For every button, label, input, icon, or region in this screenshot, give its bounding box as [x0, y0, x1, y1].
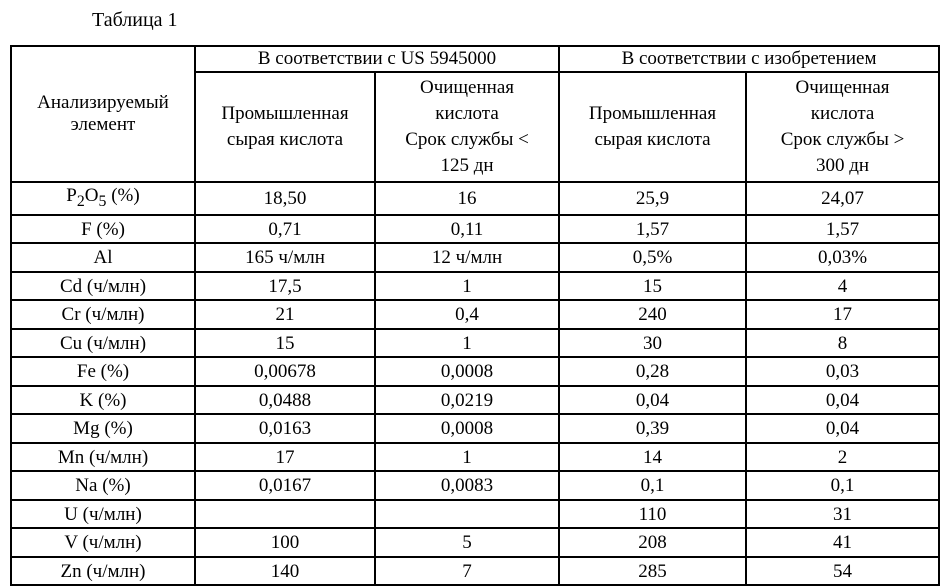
- analysis-table: [10, 45, 940, 586]
- value-cell: 0,0219: [375, 386, 559, 415]
- value-cell: 5: [375, 528, 559, 557]
- value-cell: [195, 500, 375, 529]
- p2o5-sub2: 5: [98, 192, 107, 210]
- table-row: [11, 557, 939, 586]
- value-cell: 0,39: [559, 414, 746, 443]
- header-row-groups: [11, 46, 939, 72]
- value-cell: 21: [195, 300, 375, 329]
- subheader-line: Срок службы >: [780, 129, 905, 150]
- subheader-line: кислота: [435, 103, 499, 124]
- value-cell: 25,9: [559, 182, 746, 215]
- element-cell: Cr (ч/млн): [11, 300, 195, 329]
- value-cell: 0,0008: [375, 357, 559, 386]
- table-row: [11, 386, 939, 415]
- value-cell: 165 ч/млн: [195, 243, 375, 272]
- subheader-invention-purified-acid: [746, 72, 939, 182]
- value-cell: 1: [375, 329, 559, 358]
- value-cell: 17,5: [195, 272, 375, 301]
- value-cell: 0,11: [375, 215, 559, 244]
- p2o5-sub1: 2: [76, 192, 85, 210]
- element-cell: V (ч/млн): [11, 528, 195, 557]
- value-cell: 0,00678: [195, 357, 375, 386]
- value-cell: 0,0163: [195, 414, 375, 443]
- element-cell: Cd (ч/млн): [11, 272, 195, 301]
- value-cell: 0,71: [195, 215, 375, 244]
- table-row: [11, 414, 939, 443]
- value-cell: 18,50: [195, 182, 375, 215]
- subheader-line: Промышленная: [588, 103, 717, 124]
- table-row: [11, 300, 939, 329]
- element-cell: Na (%): [11, 471, 195, 500]
- table-row: [11, 471, 939, 500]
- element-cell: Fe (%): [11, 357, 195, 386]
- value-cell: 0,0488: [195, 386, 375, 415]
- value-cell: 7: [375, 557, 559, 586]
- table-row: [11, 215, 939, 244]
- value-cell: 0,04: [559, 386, 746, 415]
- subheader-line: Очищенная: [419, 77, 515, 98]
- value-cell: 0,03: [746, 357, 939, 386]
- element-cell: K (%): [11, 386, 195, 415]
- value-cell: 41: [746, 528, 939, 557]
- subheader-line: сырая кислота: [594, 129, 711, 150]
- subheader-line: Очищенная: [795, 77, 890, 98]
- value-cell: 1: [375, 443, 559, 472]
- table-caption: Таблица 1: [92, 9, 178, 31]
- value-cell: 285: [559, 557, 746, 586]
- value-cell: 0,0008: [375, 414, 559, 443]
- table-row: [11, 357, 939, 386]
- p2o5-unit: (%): [106, 185, 140, 206]
- value-cell: [375, 500, 559, 529]
- subheader-line: кислота: [810, 103, 875, 124]
- value-cell: 15: [195, 329, 375, 358]
- value-cell: 100: [195, 528, 375, 557]
- element-cell: Mn (ч/млн): [11, 443, 195, 472]
- table-row: [11, 243, 939, 272]
- p2o5-o: O: [84, 185, 99, 206]
- subheader-line: сырая кислота: [226, 129, 344, 150]
- value-cell: 0,1: [559, 471, 746, 500]
- value-cell: 8: [746, 329, 939, 358]
- value-cell: 0,5%: [559, 243, 746, 272]
- value-cell: 0,0167: [195, 471, 375, 500]
- value-cell: 240: [559, 300, 746, 329]
- element-cell-p2o5: [11, 182, 195, 215]
- value-cell: 0,04: [746, 386, 939, 415]
- table-row: [11, 528, 939, 557]
- value-cell: 4: [746, 272, 939, 301]
- table-row: [11, 500, 939, 529]
- subheader-line: Срок службы <: [405, 129, 529, 150]
- element-cell: Zn (ч/млн): [11, 557, 195, 586]
- value-cell: 24,07: [746, 182, 939, 215]
- subheader-us-raw-acid: [195, 72, 375, 182]
- element-cell: Al: [11, 243, 195, 272]
- value-cell: 0,1: [746, 471, 939, 500]
- value-cell: 0,0083: [375, 471, 559, 500]
- value-cell: 15: [559, 272, 746, 301]
- subheader-line: 125 дн: [440, 155, 494, 176]
- value-cell: 1,57: [559, 215, 746, 244]
- value-cell: 1,57: [746, 215, 939, 244]
- subheader-us-purified-acid: [375, 72, 559, 182]
- value-cell: 14: [559, 443, 746, 472]
- value-cell: 208: [559, 528, 746, 557]
- value-cell: 0,28: [559, 357, 746, 386]
- element-cell: F (%): [11, 215, 195, 244]
- value-cell: 0,4: [375, 300, 559, 329]
- value-cell: 0,04: [746, 414, 939, 443]
- value-cell: 140: [195, 557, 375, 586]
- group-header-us: В соответствии с US 5945000: [195, 46, 559, 72]
- value-cell: 1: [375, 272, 559, 301]
- row-header-line: Анализируемый: [37, 92, 169, 113]
- value-cell: 110: [559, 500, 746, 529]
- group-header-invention: В соответствии с изобретением: [559, 46, 939, 72]
- element-cell: Cu (ч/млн): [11, 329, 195, 358]
- p2o5-p: P: [66, 185, 77, 206]
- value-cell: 30: [559, 329, 746, 358]
- table-row: [11, 329, 939, 358]
- subheader-line: Промышленная: [221, 103, 349, 124]
- table-row: [11, 272, 939, 301]
- value-cell: 16: [375, 182, 559, 215]
- value-cell: 31: [746, 500, 939, 529]
- element-cell: U (ч/млн): [11, 500, 195, 529]
- value-cell: 12 ч/млн: [375, 243, 559, 272]
- element-cell: Mg (%): [11, 414, 195, 443]
- table-row: [11, 182, 939, 215]
- row-header-cell: [11, 46, 195, 182]
- value-cell: 54: [746, 557, 939, 586]
- value-cell: 2: [746, 443, 939, 472]
- subheader-invention-raw-acid: [559, 72, 746, 182]
- value-cell: 17: [746, 300, 939, 329]
- table-row: [11, 443, 939, 472]
- value-cell: 17: [195, 443, 375, 472]
- value-cell: 0,03%: [746, 243, 939, 272]
- row-header-line: элемент: [70, 114, 136, 135]
- subheader-line: 300 дн: [815, 155, 870, 176]
